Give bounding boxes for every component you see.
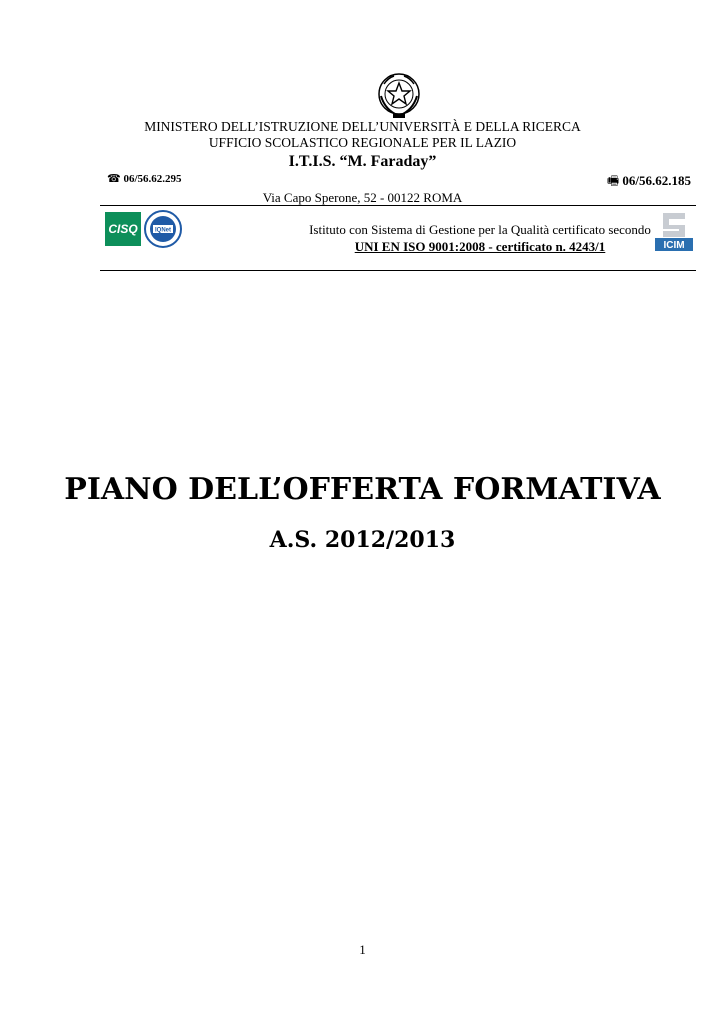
phone-number [107,172,182,185]
document-title: PIANO DELL’OFFERTA FORMATIVA [64,472,661,507]
page-number: 1 [359,942,366,957]
cisq-logo-text: CISQ [108,222,138,236]
certification-divider [100,270,696,271]
italian-republic-emblem-icon [376,70,422,120]
school-year: A.S. 2012/2013 [269,527,456,553]
fax-value: 06/56.62.185 [622,173,691,188]
phone-value: 06/56.62.295 [123,173,182,185]
quality-statement: Istituto con Sistema di Gestione per la Qualità certificato secondo [309,222,651,237]
iqnet-logo-text: IQNet [154,227,172,234]
header-divider [100,205,696,206]
iqnet-logo [144,210,182,248]
telephone-icon: ☎ [107,172,121,185]
icim-logo-text: ICIM [663,240,685,251]
ministry-name: MINISTERO DELL’ISTRUZIONE DELL’UNIVERSITÀ E DELLA RICERCA [144,119,581,134]
fax-icon: 🖷 [606,174,620,189]
school-address: Via Capo Sperone, 52 - 00122 ROMA [262,190,463,205]
certificate-standard: UNI EN ISO 9001:2008 - certificato n. 4243/1 [354,239,606,254]
regional-office: UFFICIO SCOLASTICO REGIONALE PER IL LAZIO [208,135,517,150]
cisq-logo [105,212,141,246]
school-name: I.T.I.S. “M. Faraday” [288,153,437,170]
